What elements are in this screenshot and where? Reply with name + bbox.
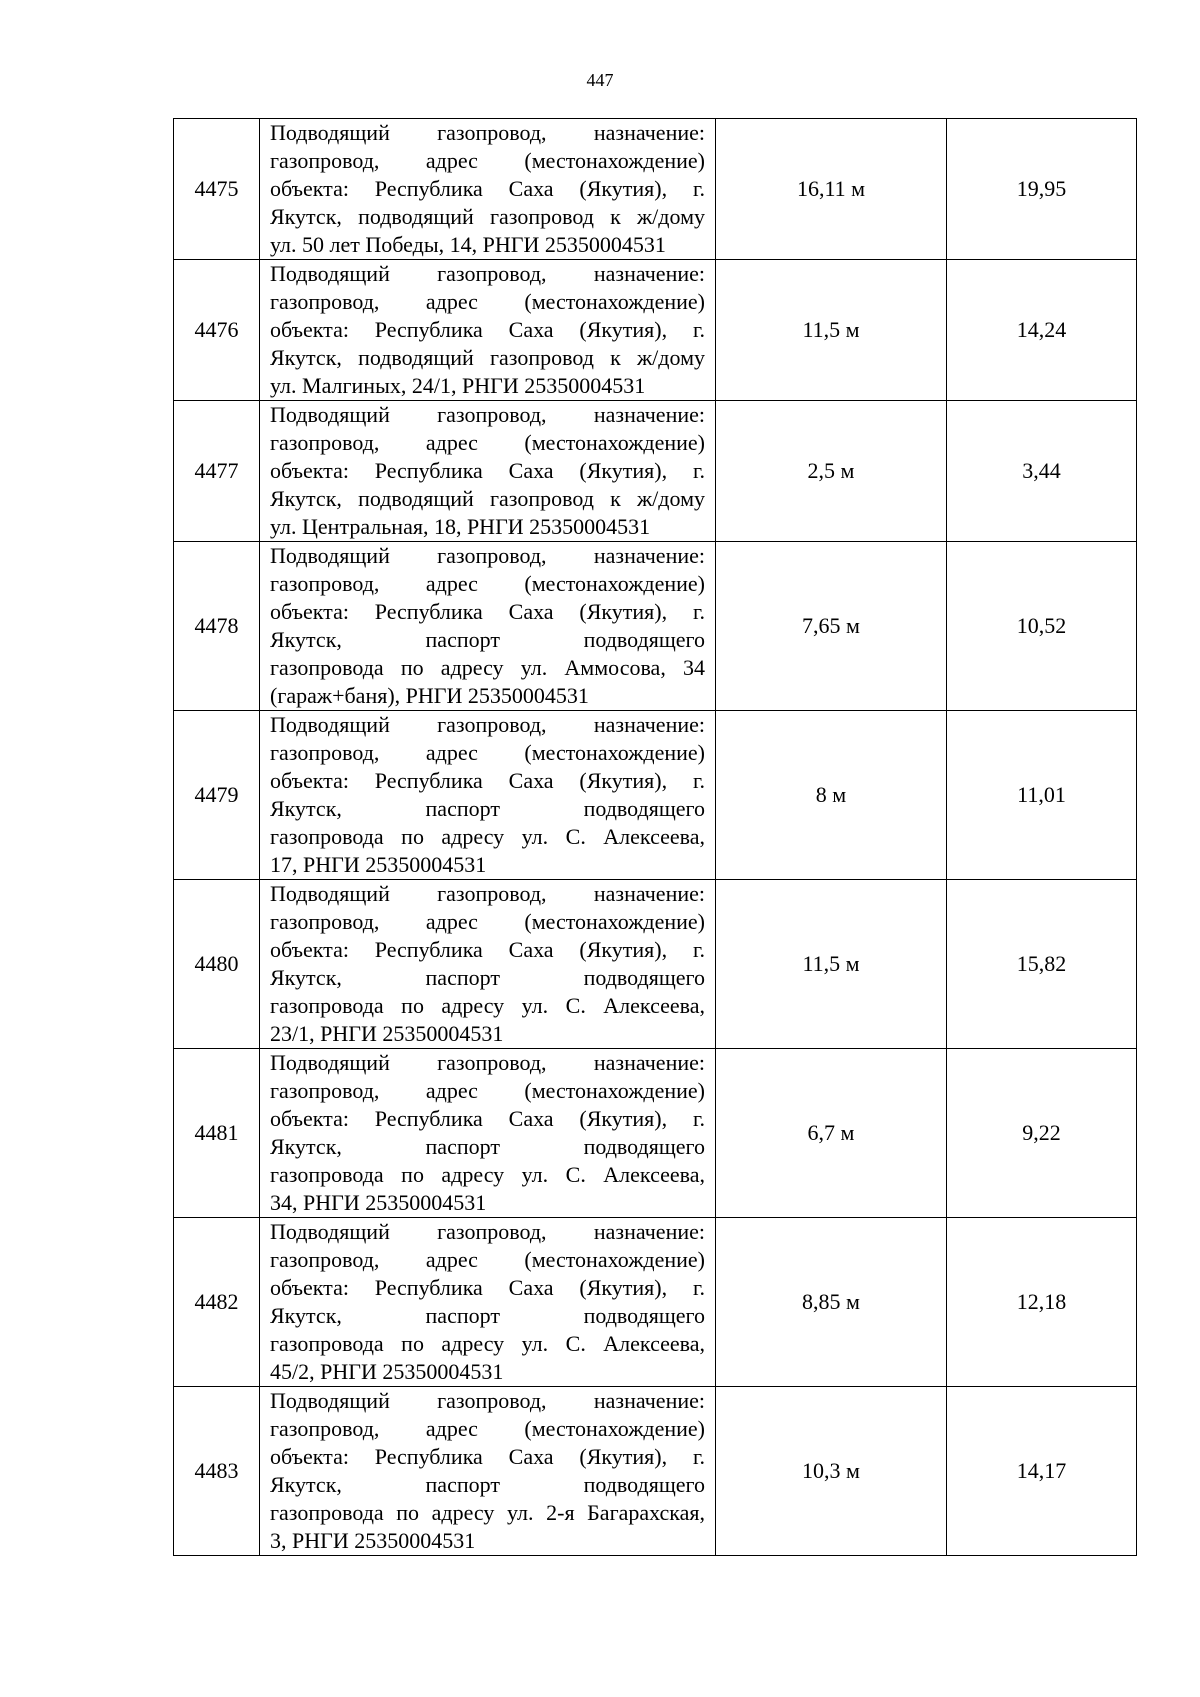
description-line: Подводящий газопровод, назначение: — [270, 543, 705, 568]
object-value: 12,18 — [947, 1218, 1137, 1387]
page-number: 447 — [586, 70, 614, 90]
description-line: ул. 50 лет Победы, 14, РНГИ 25350004531 — [270, 232, 666, 257]
description-line: объекта: Республика Саха (Якутия), г. — [270, 176, 705, 201]
description-line: Подводящий газопровод, назначение: — [270, 402, 705, 427]
description-line: Якутск, паспорт подводящего — [270, 1303, 705, 1328]
row-number: 4481 — [174, 1049, 260, 1218]
description-line: 3, РНГИ 25350004531 — [270, 1528, 476, 1553]
registry-table-body — [174, 119, 1137, 1556]
description-line: газопровода по адресу ул. С. Алексеева, — [270, 824, 705, 849]
description-line: газопровод, адрес (местонахождение) — [270, 148, 705, 173]
description-line: объекта: Республика Саха (Якутия), г. — [270, 1106, 705, 1131]
object-length: 11,5 м — [716, 260, 947, 401]
row-number: 4483 — [174, 1387, 260, 1556]
description-line: объекта: Республика Саха (Якутия), г. — [270, 317, 705, 342]
description-line: объекта: Республика Саха (Якутия), г. — [270, 1275, 705, 1300]
description-line: газопровод, адрес (местонахождение) — [270, 289, 705, 314]
description-line: Подводящий газопровод, назначение: — [270, 881, 705, 906]
object-value: 3,44 — [947, 401, 1137, 542]
object-value: 11,01 — [947, 711, 1137, 880]
object-description — [260, 542, 716, 711]
object-value: 9,22 — [947, 1049, 1137, 1218]
description-line: Якутск, подводящий газопровод к ж/дому — [270, 345, 705, 370]
object-length: 6,7 м — [716, 1049, 947, 1218]
object-value: 19,95 — [947, 119, 1137, 260]
object-description — [260, 880, 716, 1049]
description-line: 17, РНГИ 25350004531 — [270, 852, 487, 877]
object-value: 14,17 — [947, 1387, 1137, 1556]
table-row — [174, 711, 1137, 880]
table-row — [174, 119, 1137, 260]
row-number: 4480 — [174, 880, 260, 1049]
description-line: Подводящий газопровод, назначение: — [270, 1219, 705, 1244]
description-line: газопровода по адресу ул. С. Алексеева, — [270, 993, 705, 1018]
object-description — [260, 711, 716, 880]
description-line: Подводящий газопровод, назначение: — [270, 120, 705, 145]
description-line: объекта: Республика Саха (Якутия), г. — [270, 599, 705, 624]
description-line: Якутск, паспорт подводящего — [270, 965, 705, 990]
object-value: 14,24 — [947, 260, 1137, 401]
table-row — [174, 1387, 1137, 1556]
description-line: 34, РНГИ 25350004531 — [270, 1190, 487, 1215]
description-line: (гараж+баня), РНГИ 25350004531 — [270, 683, 589, 708]
object-description — [260, 1218, 716, 1387]
description-line: ул. Малгиных, 24/1, РНГИ 25350004531 — [270, 373, 646, 398]
description-line: объекта: Республика Саха (Якутия), г. — [270, 768, 705, 793]
object-length: 11,5 м — [716, 880, 947, 1049]
object-length: 8,85 м — [716, 1218, 947, 1387]
registry-table — [173, 118, 1137, 1556]
table-row — [174, 401, 1137, 542]
object-length: 10,3 м — [716, 1387, 947, 1556]
object-value: 15,82 — [947, 880, 1137, 1049]
row-number: 4476 — [174, 260, 260, 401]
row-number: 4482 — [174, 1218, 260, 1387]
table-row — [174, 542, 1137, 711]
object-length: 2,5 м — [716, 401, 947, 542]
description-line: газопровода по адресу ул. 2-я Багарахская, — [270, 1500, 705, 1525]
description-line: Якутск, паспорт подводящего — [270, 1472, 705, 1497]
description-line: газопровода по адресу ул. С. Алексеева, — [270, 1331, 705, 1356]
table-row — [174, 880, 1137, 1049]
description-line: Подводящий газопровод, назначение: — [270, 1388, 705, 1413]
object-length: 7,65 м — [716, 542, 947, 711]
object-value: 10,52 — [947, 542, 1137, 711]
row-number: 4478 — [174, 542, 260, 711]
object-description — [260, 119, 716, 260]
description-line: газопровода по адресу ул. С. Алексеева, — [270, 1162, 705, 1187]
description-line: Якутск, паспорт подводящего — [270, 1134, 705, 1159]
description-line: газопровод, адрес (местонахождение) — [270, 909, 705, 934]
description-line: Якутск, подводящий газопровод к ж/дому — [270, 204, 705, 229]
row-number: 4477 — [174, 401, 260, 542]
description-line: газопровода по адресу ул. Аммосова, 34 — [270, 655, 705, 680]
description-line: объекта: Республика Саха (Якутия), г. — [270, 458, 705, 483]
description-line: газопровод, адрес (местонахождение) — [270, 571, 705, 596]
object-description — [260, 1387, 716, 1556]
description-line: газопровод, адрес (местонахождение) — [270, 1247, 705, 1272]
description-line: Подводящий газопровод, назначение: — [270, 1050, 705, 1075]
object-length: 16,11 м — [716, 119, 947, 260]
row-number: 4479 — [174, 711, 260, 880]
description-line: Подводящий газопровод, назначение: — [270, 712, 705, 737]
description-line: объекта: Республика Саха (Якутия), г. — [270, 937, 705, 962]
description-line: газопровод, адрес (местонахождение) — [270, 1078, 705, 1103]
table-row — [174, 260, 1137, 401]
description-line: 45/2, РНГИ 25350004531 — [270, 1359, 504, 1384]
description-line: объекта: Республика Саха (Якутия), г. — [270, 1444, 705, 1469]
table-row — [174, 1049, 1137, 1218]
description-line: Якутск, паспорт подводящего — [270, 627, 705, 652]
row-number: 4475 — [174, 119, 260, 260]
description-line: Якутск, паспорт подводящего — [270, 796, 705, 821]
description-line: ул. Центральная, 18, РНГИ 25350004531 — [270, 514, 651, 539]
description-line: газопровод, адрес (местонахождение) — [270, 1416, 705, 1441]
object-length: 8 м — [716, 711, 947, 880]
description-line: газопровод, адрес (местонахождение) — [270, 430, 705, 455]
object-description — [260, 260, 716, 401]
description-line: 23/1, РНГИ 25350004531 — [270, 1021, 504, 1046]
table-row — [174, 1218, 1137, 1387]
description-line: газопровод, адрес (местонахождение) — [270, 740, 705, 765]
object-description — [260, 401, 716, 542]
description-line: Подводящий газопровод, назначение: — [270, 261, 705, 286]
object-description — [260, 1049, 716, 1218]
description-line: Якутск, подводящий газопровод к ж/дому — [270, 486, 705, 511]
